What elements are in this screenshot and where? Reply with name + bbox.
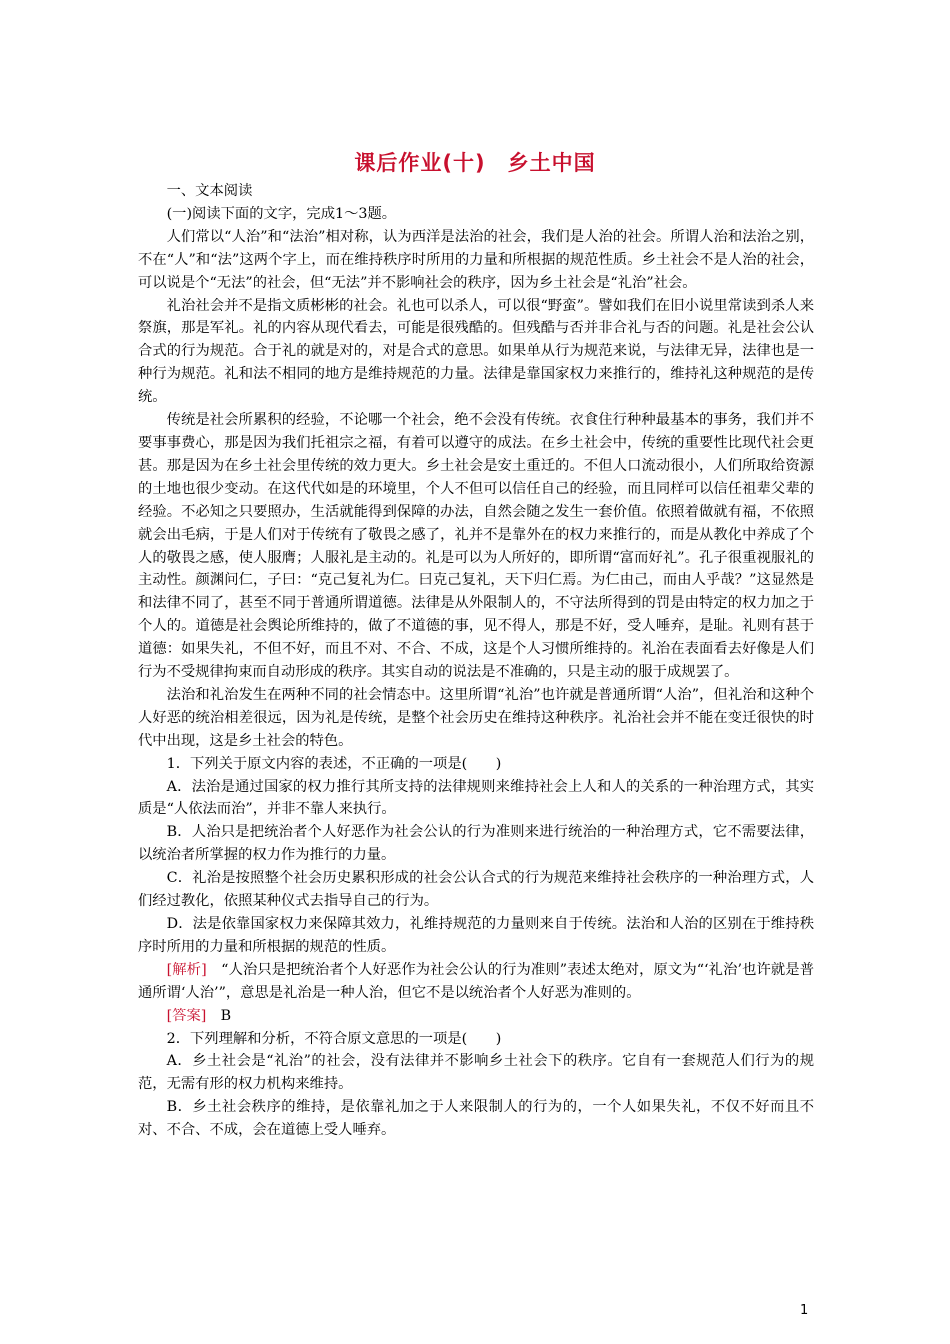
- passage-intro: (一)阅读下面的文字，完成1～3题。: [166, 205, 397, 222]
- analysis-tag: [解析]: [166, 961, 207, 978]
- question-option: B．乡土社会秩序的维持，是依靠礼加之于人来限制人的行为的，一个人如果失礼，不仅不好而且不对、不合、不成，会在道德上受人唾弃。: [138, 1099, 814, 1139]
- question-option: C．礼治是按照整个社会历史累积形成的社会公认合式的行为规范来维持社会秩序的一种治理方式，人们经过教化，依照某种仪式去指导自己的行为。: [138, 870, 814, 910]
- passage-paragraph: 礼治社会并不是指文质彬彬的社会。礼也可以杀人，可以很“野蛮”。譬如我们在旧小说里常读到杀人来祭旗，那是军礼。礼的内容从现代看去，可能是很残酷的。但残酷与否并非合礼与否的问题。礼是社会公认合式的行为规范。合于礼的就是对的，对是合式的意思。如果单从行为规范来说，与法律无异，法律也是一种行为规范。礼和法不相同的地方是维持规范的力量。法律是靠国家权力来推行的，维持礼这种规范的是传统。: [138, 297, 814, 406]
- question-option: D．法是依靠国家权力来保障其效力，礼维持规范的力量则来自于传统。法治和人治的区别在于维持秩序时所用的力量和所根据的规范的性质。: [138, 916, 814, 955]
- document-body: [138, 180, 814, 1142]
- answer-block: [138, 1005, 814, 1028]
- answer-tag: [答案]: [166, 1007, 207, 1024]
- section-heading: 一、文本阅读: [166, 183, 253, 199]
- question-stem: 2．下列理解和分析，不符合原文意思的一项是( ): [166, 1030, 502, 1047]
- answer-text: B: [206, 1007, 232, 1024]
- passage-paragraph: 传统是社会所累积的经验，不论哪一个社会，绝不会没有传统。衣食住行种种最基本的事务，我们并不要事事费心，那是因为我们托祖宗之福，有着可以遵守的成法。在乡土社会中，传统的重要性比现代社会更甚。那是因为在乡土社会里传统的效力更大。乡土社会是安土重迁的。不但人口流动很小，人们所取给资源的土地也很少变动。在这代代如是的环境里，个人不但可以信任自己的经验，而且同样可以信任祖辈父辈的经验。不必知之只要照办，生活就能得到保障的办法，自然会随之发生一套价值。依照着做就有福，不依照就会出毛病，于是人们对于传统有了敬畏之感了，礼并不是靠外在的权力来推行的，而是从教化中养成了个人的敬畏之感，使人服膺；人服礼是主动的。礼是可以为人所好的，即所谓“富而好礼”。孔子很重视服礼的主动性。颜渊问仁，子曰：“克己复礼为仁。曰克己复礼，天下归仁焉。为仁由己，而由人乎哉？”这显然是和法律不同了，甚至不同于普通所谓道德。法律是从外限制人的，不守法所得到的罚是由特定的权力加之于个人的。道德是社会舆论所维持的，做了不道德的事，见不得人，那是不好，受人唾弃，是耻。礼则有甚于道德：如果失礼，不但不好，而且不对、不合、不成，这是个人习惯所维持的。礼治在表面看去好像是人们行为不受规律拘束而自动形成的秩序。其实自动的说法是不准确的，只是主动的服于成规罢了。: [138, 412, 814, 681]
- title-series: 课后作业(十): [354, 151, 486, 175]
- question-option: B．人治只是把统治者个人好恶作为社会公认的行为准则来进行统治的一种治理方式，它不需要法律，以统治者所掌握的权力作为推行的力量。: [138, 824, 814, 864]
- passage-paragraph: 人们常以“人治”和“法治”相对称，认为西洋是法治的社会，我们是人治的社会。所谓人治和法治之别，不在“人”和“法”这两个字上，而在维持秩序时所用的力量和所根据的规范性质。乡土社会不是人治的社会，可以说是个“无法”的社会，但“无法”并不影响社会的秩序，因为乡土社会是“礼治”社会。: [138, 228, 814, 291]
- analysis-text: “人治只是把统治者个人好恶作为社会公认的行为准则”表述太绝对，原文为“‘礼治’也许就是普通所谓‘人治’”，意思是礼治是一种人治，但它不是以统治者个人好恶为准则的。: [138, 961, 815, 1001]
- page-title: [0, 147, 950, 177]
- question-stem: 1．下列关于原文内容的表述，不正确的一项是( ): [166, 755, 502, 772]
- question-option: A．法治是通过国家的权力推行其所支持的法律规则来维持社会上人和人的关系的一种治理方式，其实质是“人依法而治”，并非不靠人来执行。: [138, 778, 814, 818]
- passage-paragraph: 法治和礼治发生在两种不同的社会情态中。这里所谓“礼治”也许就是普通所谓“人治”，但礼治和这种个人好恶的统治相差很远，因为礼是传统，是整个社会历史在维持这种秩序。礼治社会并不能在变迁很快的时代中出现，这是乡土社会的特色。: [138, 686, 814, 749]
- question-option: A．乡土社会是“礼治”的社会，没有法律并不影响乡土社会下的秩序。它自有一套规范人们行为的规范，无需有形的权力机构来维持。: [138, 1053, 814, 1093]
- page-number: 1: [800, 1303, 809, 1318]
- title-topic: 乡土中国: [507, 151, 596, 175]
- analysis-block: [138, 959, 814, 1005]
